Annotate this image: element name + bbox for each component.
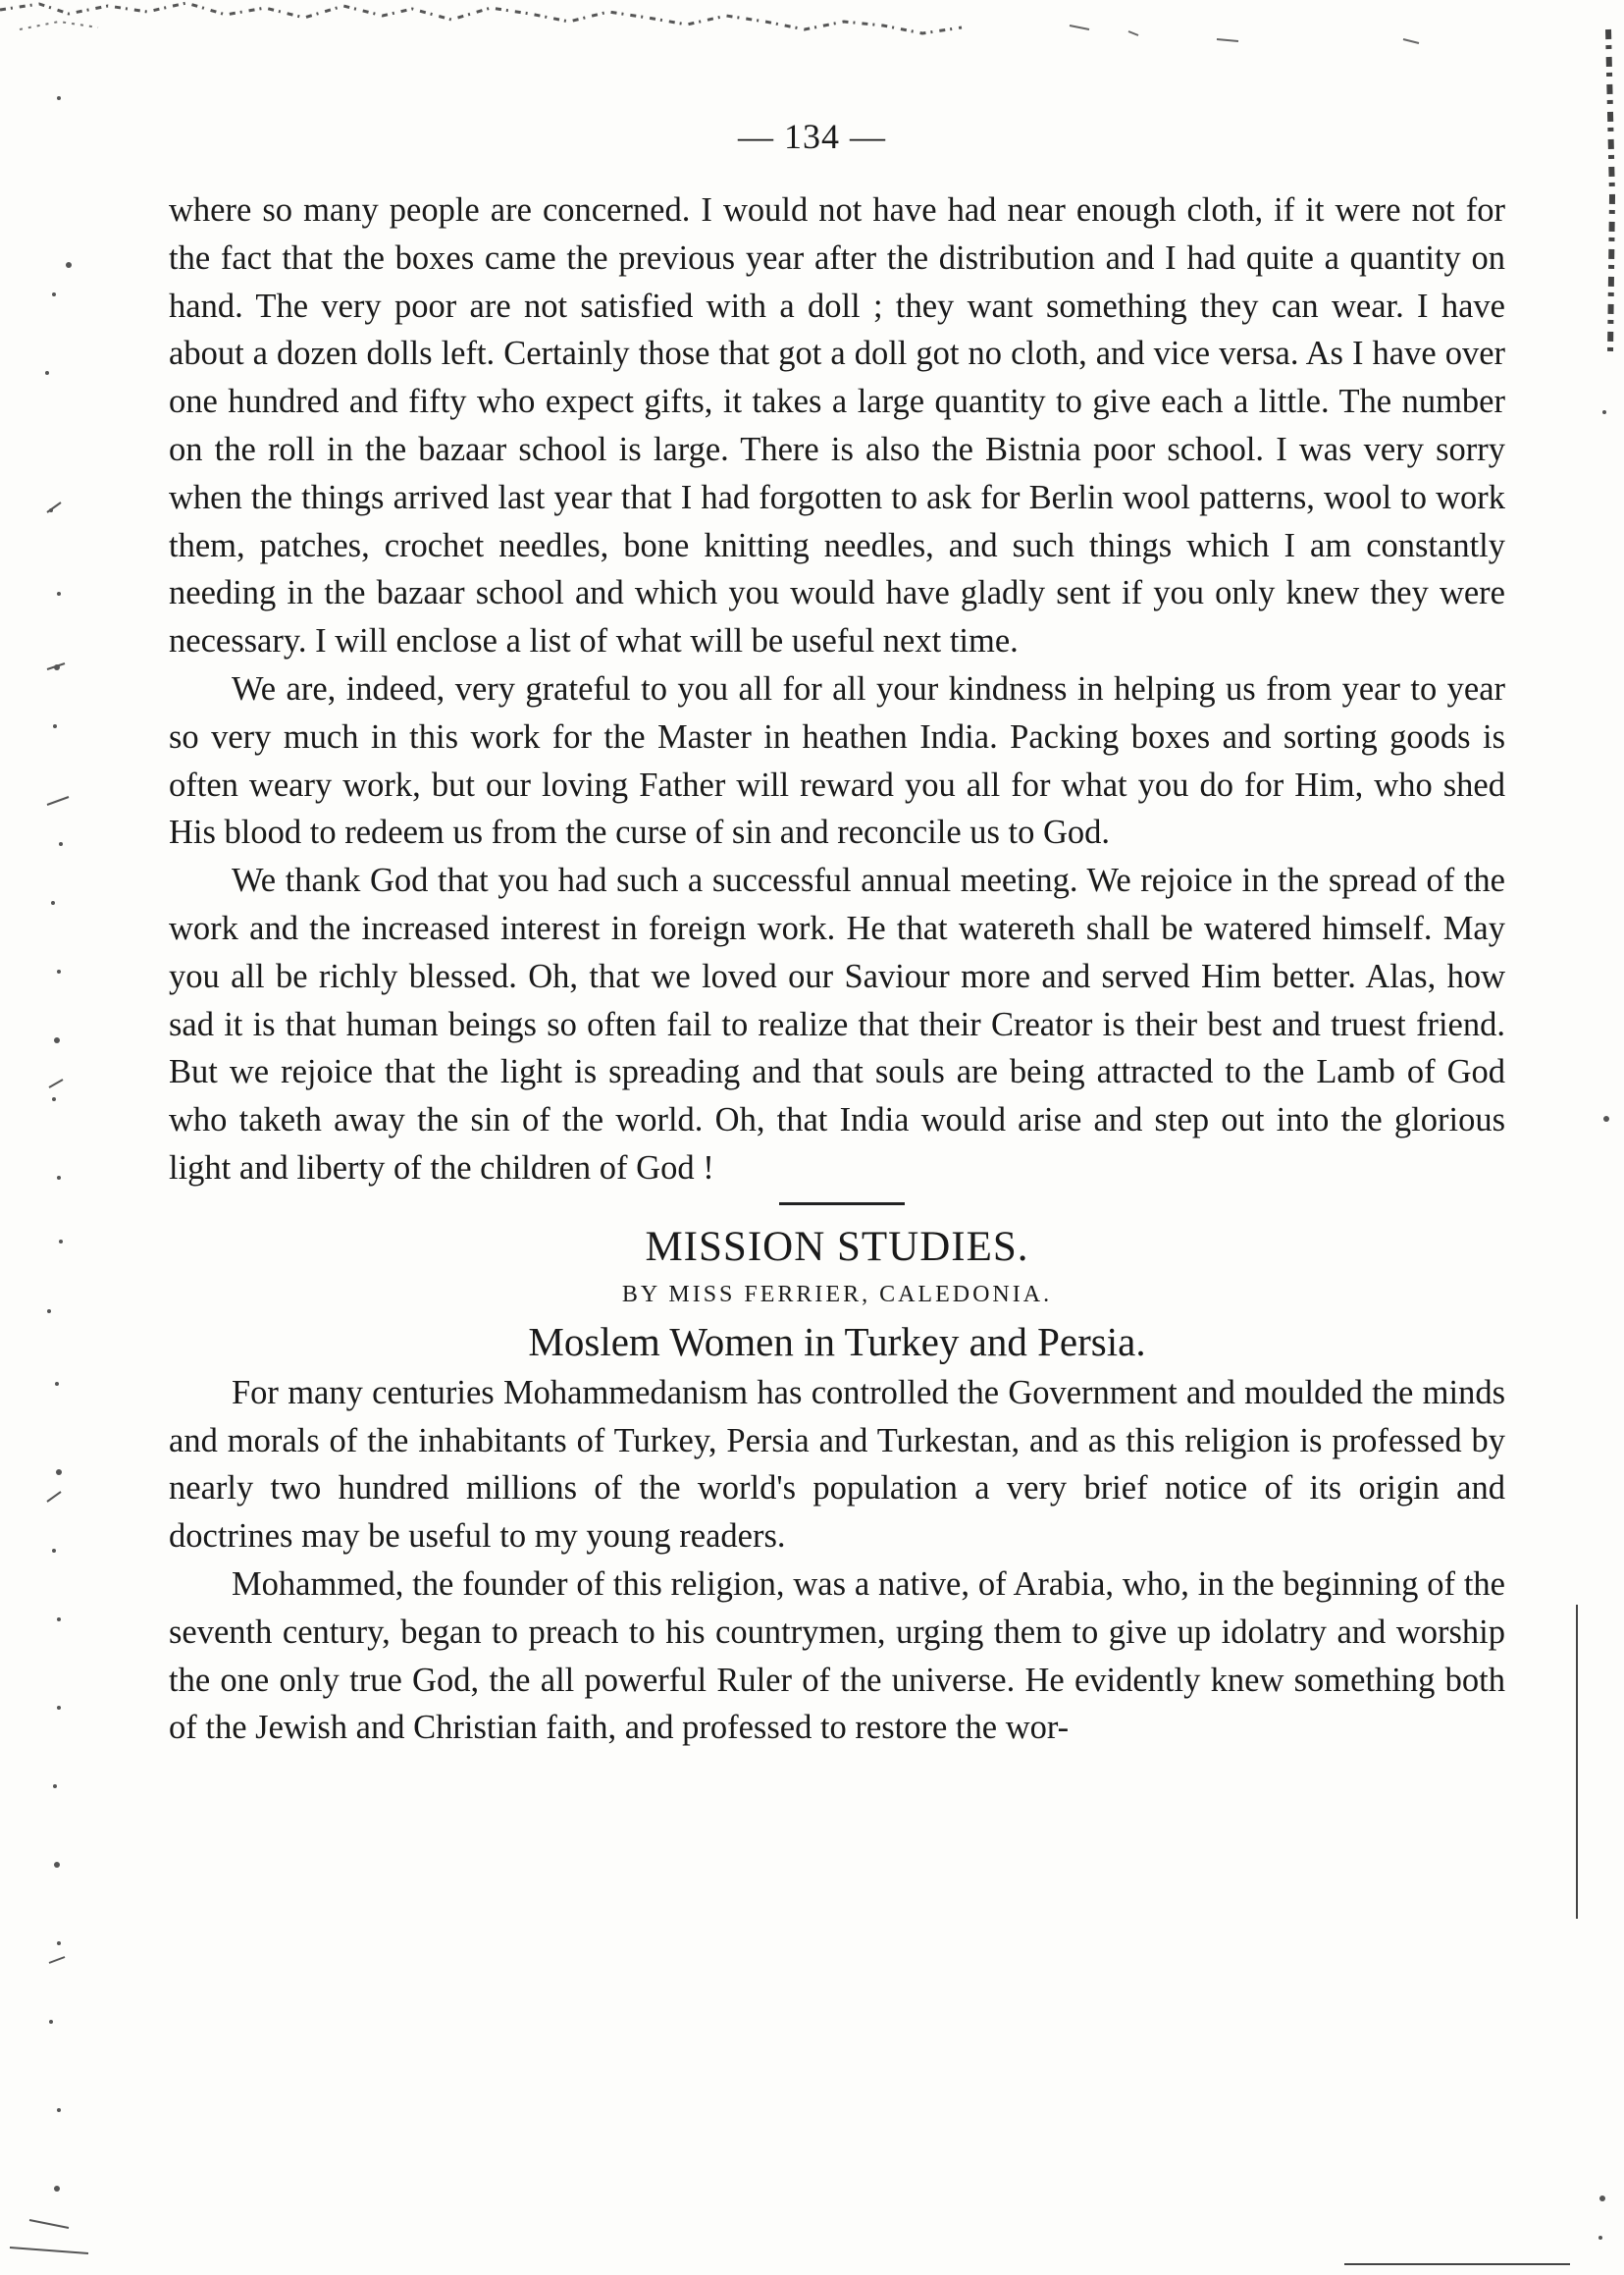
bottom-rule <box>1344 2263 1570 2265</box>
article-body <box>169 186 1505 1752</box>
paragraph: We thank God that you had such a successful annual meeting. We rejoice in the spread of the work and the increased interest in foreign work. He that watereth shall be watered himself. May you all be richly blessed. Oh, that we loved our Saviour more and served Him better. Alas, how sad it is that human beings so often fail to realize that their Creator is their best and truest friend. But we rejoice that the light is spreading and that souls are being attracted to the Lamb of God who taketh away the sin of the world. Oh, that India would arise and step out into the glorious light and liberty of the children of God ! <box>169 862 1505 1187</box>
section-byline: BY MISS FERRIER, CALEDONIA. <box>621 1281 1053 1307</box>
margin-rule <box>1576 1605 1578 1919</box>
paragraph: We are, indeed, very grateful to you all for all your kindness in helping us from year to year so very much in this work for the Master in heathen India. Packing boxes and sorting goods is often weary work, but our loving Father will reward you all for what you do for Him, who shed His blood to redeem us from the curse of sin and reconcile us to God. <box>169 669 1505 852</box>
paragraph: where so many people are concerned. I would not have had near enough cloth, if it were not for the fact that the boxes came the previous year after the distribution and I had quite a quantity on hand. The very poor are not satisfied with a doll ; they want something they can wear. I have about a dozen dolls left. Certainly those that got a doll got no cloth, and vice versa. As I have over one hundred and fifty who expect gifts, it takes a large quantity to give each a little. The number on the roll in the bazaar school is large. There is also the Bistnia poor school. I was very sorry when the things arrived last year that I had forgotten to ask for Berlin wool patterns, wool to work them, patches, crochet needles, bone knitting needles, and such things which I am constantly needing in the bazaar school and which you would have gladly sent if you only knew they were necessary. I will enclose a list of what will be useful next time. <box>169 191 1505 661</box>
page-number: — 134 — <box>738 117 886 156</box>
paragraph: For many centuries Mohammedanism has controlled the Government and moulded the minds and morals of the inhabitants of Turkey, Persia and Turkestan, and as this religion is professed by nearly two hundred millions of the world's population a very brief notice of its origin and doctrines may be useful to my young readers. <box>169 1373 1505 1556</box>
scan-noise-left <box>0 0 108 2275</box>
section-divider <box>169 1192 1505 1222</box>
divider-rule <box>779 1202 905 1205</box>
section-title: MISSION STUDIES. <box>645 1223 1029 1270</box>
paragraph: Mohammed, the founder of this religion, was a native, of Arabia, who, in the beginning of the seventh century, began to preach to his countrymen, urging them to give up idolatry and worship the one only true God, the all powerful Ruler of the universe. He evidently knew something both of the Jewish and Christian faith, and professed to restore the wor- <box>169 1564 1505 1747</box>
section-subtitle: Moslem Women in Turkey and Persia. <box>528 1318 1146 1364</box>
scan-noise-right <box>1565 0 1624 2275</box>
scan-noise-top <box>0 0 1624 59</box>
